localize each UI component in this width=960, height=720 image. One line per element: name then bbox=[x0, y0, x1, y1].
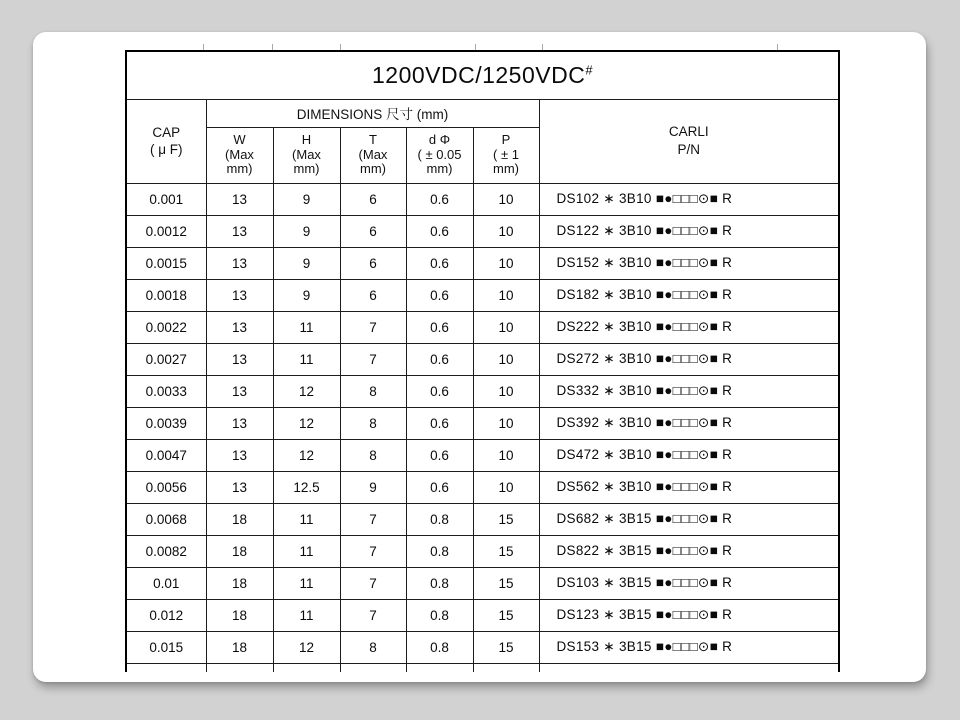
cell-p: 10 bbox=[473, 439, 539, 471]
cell-cap: 0.0082 bbox=[126, 535, 206, 567]
cell-t: 7 bbox=[340, 311, 406, 343]
cell-cap: 0.0056 bbox=[126, 471, 206, 503]
column-header-carli-pn bbox=[539, 99, 839, 183]
cell-cap: 0.01 bbox=[126, 567, 206, 599]
table-row bbox=[126, 535, 839, 567]
voltage-title-text: 1200VDC/1250VDC bbox=[371, 61, 586, 88]
cell-h: 11 bbox=[273, 503, 340, 535]
cell-t: 6 bbox=[340, 247, 406, 279]
cell-d: 0.6 bbox=[406, 375, 473, 407]
cell-pn: DS332 ∗ 3B10 ■●□□□⊙■ R bbox=[539, 375, 839, 407]
col-tolerance: (Max bbox=[358, 146, 388, 162]
clipped-cell bbox=[206, 663, 273, 672]
cell-p: 15 bbox=[473, 503, 539, 535]
table-row bbox=[126, 343, 839, 375]
cell-cap: 0.0012 bbox=[126, 215, 206, 247]
cell-pn: DS272 ∗ 3B10 ■●□□□⊙■ R bbox=[539, 343, 839, 375]
column-header-w bbox=[206, 127, 273, 183]
cell-pn: DS153 ∗ 3B15 ■●□□□⊙■ R bbox=[539, 631, 839, 663]
cell-cap: 0.015 bbox=[126, 631, 206, 663]
cell-cap: 0.0022 bbox=[126, 311, 206, 343]
carli-sub-label: P/N bbox=[677, 142, 701, 157]
col-name: P bbox=[501, 132, 511, 148]
cell-cap: 0.012 bbox=[126, 599, 206, 631]
cell-w: 13 bbox=[206, 183, 273, 215]
cell-t: 7 bbox=[340, 567, 406, 599]
cell-d: 0.6 bbox=[406, 407, 473, 439]
column-header-d-phi bbox=[406, 127, 473, 183]
cell-d: 0.6 bbox=[406, 311, 473, 343]
table-row bbox=[126, 279, 839, 311]
cell-w: 18 bbox=[206, 503, 273, 535]
cell-p: 10 bbox=[473, 343, 539, 375]
column-header-h bbox=[273, 127, 340, 183]
col-unit: mm) bbox=[426, 161, 453, 177]
table-row bbox=[126, 599, 839, 631]
cell-h: 12 bbox=[273, 439, 340, 471]
cell-h: 11 bbox=[273, 535, 340, 567]
table-row bbox=[126, 407, 839, 439]
table-row bbox=[126, 311, 839, 343]
column-header-cap bbox=[126, 99, 206, 183]
cell-d: 0.6 bbox=[406, 439, 473, 471]
cell-w: 13 bbox=[206, 279, 273, 311]
cell-p: 15 bbox=[473, 567, 539, 599]
cell-d: 0.6 bbox=[406, 215, 473, 247]
col-unit: mm) bbox=[226, 161, 253, 177]
cell-p: 10 bbox=[473, 407, 539, 439]
voltage-title bbox=[126, 51, 839, 99]
cell-t: 6 bbox=[340, 183, 406, 215]
cell-h: 9 bbox=[273, 279, 340, 311]
cell-h: 11 bbox=[273, 599, 340, 631]
cell-pn: DS392 ∗ 3B10 ■●□□□⊙■ R bbox=[539, 407, 839, 439]
cell-p: 10 bbox=[473, 375, 539, 407]
cell-t: 8 bbox=[340, 631, 406, 663]
cell-p: 15 bbox=[473, 599, 539, 631]
col-tolerance: (Max bbox=[225, 146, 254, 162]
cell-cap: 0.0027 bbox=[126, 343, 206, 375]
cell-pn: DS222 ∗ 3B10 ■●□□□⊙■ R bbox=[539, 311, 839, 343]
cell-d: 0.8 bbox=[406, 631, 473, 663]
clipped-cell bbox=[406, 663, 473, 672]
spec-table-header bbox=[126, 51, 839, 183]
cell-w: 13 bbox=[206, 375, 273, 407]
cell-d: 0.8 bbox=[406, 567, 473, 599]
clipped-row bbox=[126, 663, 839, 672]
cell-cap: 0.0068 bbox=[126, 503, 206, 535]
datasheet-card bbox=[33, 32, 926, 682]
table-row bbox=[126, 503, 839, 535]
table-row bbox=[126, 215, 839, 247]
col-name: d Φ bbox=[428, 132, 451, 148]
cell-t: 7 bbox=[340, 343, 406, 375]
cell-p: 10 bbox=[473, 215, 539, 247]
cell-w: 13 bbox=[206, 343, 273, 375]
cell-t: 8 bbox=[340, 439, 406, 471]
cell-t: 9 bbox=[340, 471, 406, 503]
cell-p: 10 bbox=[473, 183, 539, 215]
cell-cap: 0.0033 bbox=[126, 375, 206, 407]
cell-p: 10 bbox=[473, 311, 539, 343]
cell-pn: DS123 ∗ 3B15 ■●□□□⊙■ R bbox=[539, 599, 839, 631]
cell-p: 10 bbox=[473, 279, 539, 311]
cell-d: 0.8 bbox=[406, 535, 473, 567]
cell-t: 7 bbox=[340, 535, 406, 567]
cell-p: 15 bbox=[473, 535, 539, 567]
spec-table bbox=[125, 50, 840, 672]
cell-w: 13 bbox=[206, 215, 273, 247]
cap-unit: ( μ F) bbox=[149, 142, 183, 157]
col-name: H bbox=[301, 132, 312, 148]
cell-p: 10 bbox=[473, 247, 539, 279]
cell-h: 11 bbox=[273, 311, 340, 343]
table-row bbox=[126, 567, 839, 599]
cell-cap: 0.0015 bbox=[126, 247, 206, 279]
cell-h: 9 bbox=[273, 183, 340, 215]
cell-w: 13 bbox=[206, 311, 273, 343]
cell-d: 0.6 bbox=[406, 343, 473, 375]
column-header-dimensions: DIMENSIONS 尺寸 (mm) bbox=[206, 99, 539, 127]
cell-d: 0.6 bbox=[406, 247, 473, 279]
cell-pn: DS152 ∗ 3B10 ■●□□□⊙■ R bbox=[539, 247, 839, 279]
cell-d: 0.6 bbox=[406, 183, 473, 215]
cell-h: 12.5 bbox=[273, 471, 340, 503]
cell-d: 0.6 bbox=[406, 279, 473, 311]
cell-t: 8 bbox=[340, 407, 406, 439]
cell-p: 10 bbox=[473, 471, 539, 503]
table-row bbox=[126, 375, 839, 407]
cell-p: 15 bbox=[473, 631, 539, 663]
cell-t: 6 bbox=[340, 279, 406, 311]
cell-w: 18 bbox=[206, 535, 273, 567]
cell-h: 12 bbox=[273, 375, 340, 407]
cell-w: 18 bbox=[206, 631, 273, 663]
cell-t: 6 bbox=[340, 215, 406, 247]
col-name: W bbox=[233, 132, 246, 148]
cell-t: 8 bbox=[340, 375, 406, 407]
column-header-p bbox=[473, 127, 539, 183]
cell-h: 12 bbox=[273, 407, 340, 439]
cell-d: 0.8 bbox=[406, 503, 473, 535]
col-unit: mm) bbox=[360, 161, 386, 177]
col-name: T bbox=[369, 132, 377, 148]
cell-w: 18 bbox=[206, 567, 273, 599]
cap-label: CAP bbox=[152, 125, 181, 140]
cell-pn: DS102 ∗ 3B10 ■●□□□⊙■ R bbox=[539, 183, 839, 215]
table-clip-region bbox=[125, 50, 841, 672]
col-tolerance: ( ± 1 bbox=[493, 146, 519, 162]
cell-h: 11 bbox=[273, 343, 340, 375]
cell-cap: 0.0039 bbox=[126, 407, 206, 439]
table-row bbox=[126, 471, 839, 503]
table-row bbox=[126, 247, 839, 279]
cell-h: 9 bbox=[273, 247, 340, 279]
cell-t: 7 bbox=[340, 503, 406, 535]
cell-w: 13 bbox=[206, 407, 273, 439]
cell-t: 7 bbox=[340, 599, 406, 631]
clipped-cell bbox=[273, 663, 340, 672]
cell-pn: DS103 ∗ 3B15 ■●□□□⊙■ R bbox=[539, 567, 839, 599]
cell-h: 11 bbox=[273, 567, 340, 599]
cell-pn: DS182 ∗ 3B10 ■●□□□⊙■ R bbox=[539, 279, 839, 311]
cell-h: 9 bbox=[273, 215, 340, 247]
cell-cap: 0.0018 bbox=[126, 279, 206, 311]
clipped-cell bbox=[539, 663, 839, 672]
cell-w: 13 bbox=[206, 471, 273, 503]
cell-pn: DS562 ∗ 3B10 ■●□□□⊙■ R bbox=[539, 471, 839, 503]
carli-label: CARLI bbox=[668, 124, 709, 139]
clipped-cell bbox=[473, 663, 539, 672]
cell-w: 13 bbox=[206, 439, 273, 471]
col-tolerance: (Max bbox=[292, 146, 321, 162]
cell-cap: 0.001 bbox=[126, 183, 206, 215]
table-row bbox=[126, 631, 839, 663]
col-unit: mm) bbox=[293, 161, 320, 177]
voltage-title-superscript: # bbox=[585, 62, 594, 78]
clipped-cell bbox=[126, 663, 206, 672]
voltage-title-row bbox=[126, 51, 839, 99]
cell-d: 0.8 bbox=[406, 599, 473, 631]
cell-pn: DS682 ∗ 3B15 ■●□□□⊙■ R bbox=[539, 503, 839, 535]
cell-w: 13 bbox=[206, 247, 273, 279]
cell-h: 12 bbox=[273, 631, 340, 663]
clipped-cell bbox=[340, 663, 406, 672]
col-tolerance: ( ± 0.05 bbox=[417, 146, 462, 162]
table-row bbox=[126, 439, 839, 471]
cell-cap: 0.0047 bbox=[126, 439, 206, 471]
cell-pn: DS122 ∗ 3B10 ■●□□□⊙■ R bbox=[539, 215, 839, 247]
header-group-row bbox=[126, 99, 839, 127]
spec-table-body bbox=[126, 183, 839, 672]
cell-w: 18 bbox=[206, 599, 273, 631]
cell-pn: DS472 ∗ 3B10 ■●□□□⊙■ R bbox=[539, 439, 839, 471]
column-header-t bbox=[340, 127, 406, 183]
col-unit: mm) bbox=[493, 161, 519, 177]
table-row bbox=[126, 183, 839, 215]
cell-d: 0.6 bbox=[406, 471, 473, 503]
cell-pn: DS822 ∗ 3B15 ■●□□□⊙■ R bbox=[539, 535, 839, 567]
